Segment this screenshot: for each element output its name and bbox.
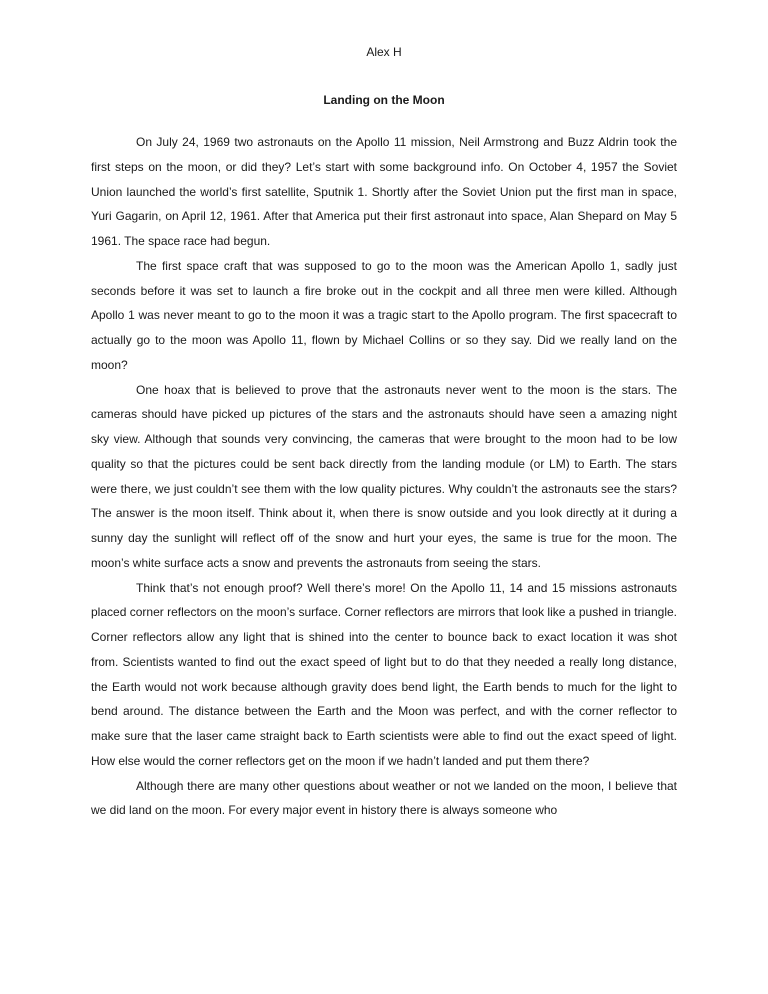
document-title: Landing on the Moon bbox=[323, 93, 445, 107]
paragraph-5: Although there are many other questions about weather or not we landed on the moon, I believe that we did land on the moon. For every major event in history there is always someone who bbox=[91, 778, 677, 818]
paragraph-3: One hoax that is believed to prove that the astronauts never went to the moon is the stars. The cameras should have picked up pictures of the stars and the astronauts should have seen a amazing night sky view. Although that sounds very convincing, the cameras that were brought to the moon had to be low quality so that the pictures could be sent back directly from the landing module (or LM) to Earth. The stars were there, we just couldn’t see them with the low quality pictures. Why couldn’t the astronauts see the stars? The answer is the moon itself. Think about it, when there is snow outside and you look directly at it during a sunny day the sunlight will reflect off of the snow and hurt your eyes, the same is true for the moon. The moon’s white surface acts a snow and prevents the astronauts from seeing the stars. bbox=[91, 382, 677, 570]
paragraph-4: Think that’s not enough proof? Well there’s more! On the Apollo 11, 14 and 15 missions astronauts placed corner reflectors on the moon’s surface. Corner reflectors are mirrors that look like a pushed in triangle. Corner reflectors allow any light that is shined into the center to bounce back to exact location it was shot from. Scientists wanted to find out the exact speed of light but to do that they needed a really long distance, the Earth would not work because although gravity does bend light, the Earth bends to much for the light to bend around. The distance between the Earth and the Moon was perfect, and with the corner reflector to make sure that the laser came straight back to Earth scientists were able to find out the exact speed of light. How else would the corner reflectors get on the moon if we hadn’t landed and put them there? bbox=[91, 580, 677, 768]
author-name: Alex H bbox=[366, 45, 402, 59]
paragraph-2: The first space craft that was supposed to go to the moon was the American Apollo 1, sadly just seconds before it was set to launch a fire broke out in the cockpit and all three men were killed. Although Apollo 1 was never meant to go to the moon it was a tragic start to the Apollo program. The first spacecraft to actually go to the moon was Apollo 11, flown by Michael Collins or so they say. Did we really land on the moon? bbox=[91, 258, 677, 372]
document-body bbox=[91, 130, 677, 823]
paragraph-1: On July 24, 1969 two astronauts on the Apollo 11 mission, Neil Armstrong and Buzz Aldrin took the first steps on the moon, or did they? Let’s start with some background info. On October 4, 1957 the Soviet Union launched the world’s first satellite, Sputnik 1. Shortly after the Soviet Union put the first man in space, Yuri Gagarin, on April 12, 1961. After that America put their first astronaut into space, Alan Shepard on May 5 1961. The space race had begun. bbox=[91, 135, 677, 248]
